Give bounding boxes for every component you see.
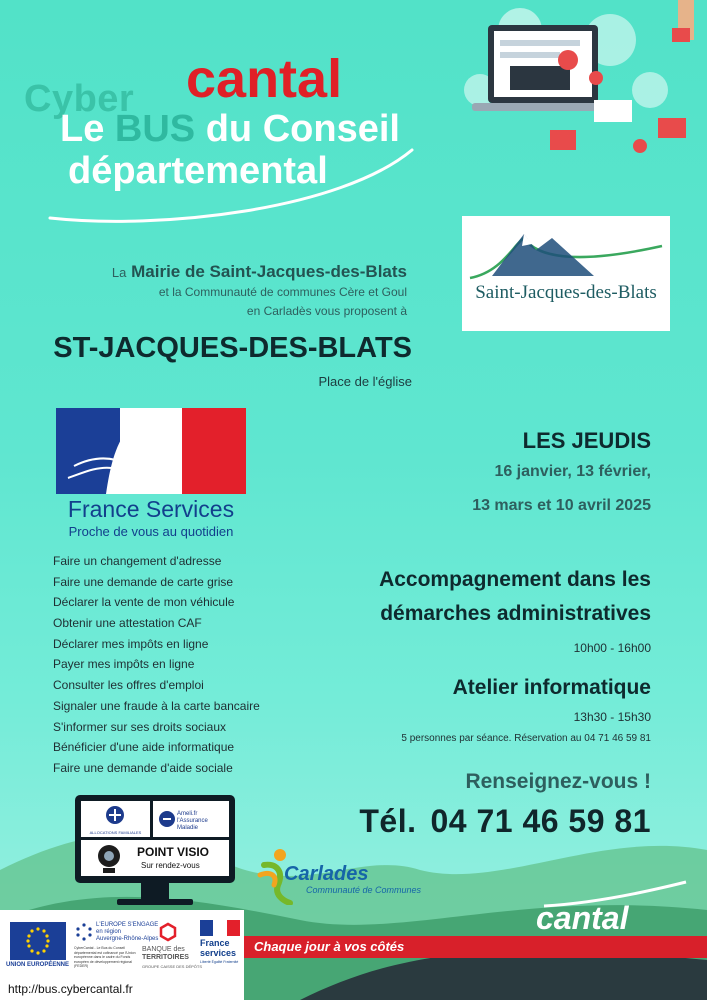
website-url[interactable]: http://bus.cybercantal.fr xyxy=(0,978,244,1000)
accompagnement-title-line1: Accompagnement dans les xyxy=(379,568,651,591)
ameli-logo-icon xyxy=(155,805,179,835)
france-services-tagline: Proche de vous au quotidien xyxy=(68,524,234,539)
marianne-icon xyxy=(56,408,246,494)
region-line2: en région xyxy=(96,929,122,935)
list-item: Payer mes impôts en ligne xyxy=(53,657,195,672)
accompagnement-hours: 10h00 - 16h00 xyxy=(573,641,651,655)
ameli-label-1: Ameli.fr xyxy=(177,811,198,817)
region-cofinancing-note: CyberCantal - Le Bus du Conseil départemental est cofinancé par l'Union européenne dans le cadre du Fonds européen de développement régional (FEDER) xyxy=(74,946,136,968)
list-item: Déclarer la vente de mon véhicule xyxy=(53,595,235,610)
bdt-line1: BANQUE des xyxy=(142,946,185,953)
region-logo-icon xyxy=(74,922,94,942)
services-list xyxy=(53,551,260,779)
title-departemental: départemental xyxy=(68,150,328,192)
list-item: Faire un changement d'adresse xyxy=(53,554,222,568)
location-title: ST-JACQUES-DES-BLATS xyxy=(53,332,412,364)
intro-la: La xyxy=(111,265,127,280)
location-place: Place de l'église xyxy=(318,374,412,389)
carlades-name: Carlades xyxy=(284,863,369,885)
atelier-hours: 13h30 - 15h30 xyxy=(573,710,651,724)
fs-mini-line3: Liberté Égalité Fraternité xyxy=(200,960,239,964)
cantal-brand: cantal xyxy=(536,900,629,936)
bdt-line2: TERRITOIRES xyxy=(142,954,189,961)
title-bus: BUS xyxy=(114,108,196,150)
banque-territoires-icon xyxy=(158,922,178,942)
schedule-dates-line1: 16 janvier, 13 février, xyxy=(494,463,651,480)
computer-illustration xyxy=(450,0,707,170)
list-item: Obtenir une attestation CAF xyxy=(53,616,202,631)
region-line1: L'EUROPE S'ENGAGE xyxy=(96,922,159,928)
list-item: Faire une demande d'aide sociale xyxy=(53,760,233,775)
france-services-logo xyxy=(56,408,246,543)
monitor-foot xyxy=(117,899,193,905)
list-item: Signaler une fraude à la carte bancaire xyxy=(53,698,260,713)
region-line3: Auvergne-Rhône-Alpes xyxy=(96,936,159,942)
bdt-line3: GROUPE CAISSE DES DÉPÔTS xyxy=(142,964,203,969)
title-swoosh xyxy=(40,140,420,230)
atelier-title: Atelier informatique xyxy=(452,676,651,699)
phone-label: Tél. xyxy=(359,803,417,839)
title-du-conseil: du Conseil xyxy=(205,108,400,150)
intro-line3: en Carladès vous proposent à xyxy=(246,304,407,318)
caf-label: ALLOCATIONS FAMILIALES xyxy=(89,830,142,835)
france-services-mini-icon xyxy=(200,920,240,936)
ameli-label-2: l'Assurance xyxy=(177,818,208,824)
fs-mini-line2: services xyxy=(200,948,237,958)
france-services-brand: France Services xyxy=(67,496,235,522)
list-item: S'informer sur ses droits sociaux xyxy=(53,719,227,734)
visio-tile xyxy=(81,840,229,876)
visio-subtitle: Sur rendez-vous xyxy=(141,861,200,870)
partner-logos xyxy=(0,910,244,978)
fs-mini-line1: France xyxy=(200,938,230,948)
title-le: Le xyxy=(60,108,105,150)
ameli-label-3: Maladie xyxy=(177,825,199,831)
eu-flag xyxy=(10,922,66,960)
schedule-dates-line2: 13 mars et 10 avril 2025 xyxy=(472,497,651,514)
title-cantal: cantal xyxy=(186,49,343,109)
monitor-stand xyxy=(141,883,169,899)
commune-logo xyxy=(462,216,670,331)
carlades-subtitle: Communauté de Communes xyxy=(306,885,422,895)
atelier-note: 5 personnes par séance. Réservation au 04 71 46 59 81 xyxy=(401,733,651,744)
monitor-screen xyxy=(75,795,235,883)
schedule-days: LES JEUDIS xyxy=(522,428,651,453)
slogan: Chaque jour à vos côtés xyxy=(254,939,405,954)
ameli-label xyxy=(177,811,208,832)
intro-mairie-name: Mairie de Saint-Jacques-des-Blats xyxy=(131,262,407,281)
phone-number: 04 71 46 59 81 xyxy=(430,803,651,839)
list-item: Consulter les offres d'emploi xyxy=(53,678,204,693)
caf-logo-icon xyxy=(81,803,150,831)
webcam-icon xyxy=(89,841,129,875)
visio-title: POINT VISIO xyxy=(137,845,210,859)
list-item: Déclarer mes impôts en ligne xyxy=(53,636,209,651)
list-item: Bénéficier d'une aide informatique xyxy=(53,740,235,755)
ameli-tile xyxy=(153,801,229,837)
caf-tile xyxy=(81,801,150,837)
point-visio-monitor xyxy=(75,795,235,911)
region-label xyxy=(96,922,158,943)
intro-mairie xyxy=(112,262,407,282)
contact-cta: Renseignez-vous ! xyxy=(465,770,651,793)
carlades-logo xyxy=(250,845,430,905)
intro-line2: et la Communauté de communes Cère et Goul xyxy=(158,285,407,299)
mountain-icon xyxy=(462,216,670,286)
commune-name: Saint-Jacques-des-Blats xyxy=(475,282,657,303)
list-item: Faire une demande de carte grise xyxy=(53,574,234,589)
slogan-bar xyxy=(244,936,707,958)
accompagnement-title-line2: démarches administratives xyxy=(380,602,651,625)
eu-label: UNION EUROPÉENNE xyxy=(6,962,70,968)
title-cyber: Cyber xyxy=(24,78,135,120)
eu-stars-icon xyxy=(10,922,66,960)
